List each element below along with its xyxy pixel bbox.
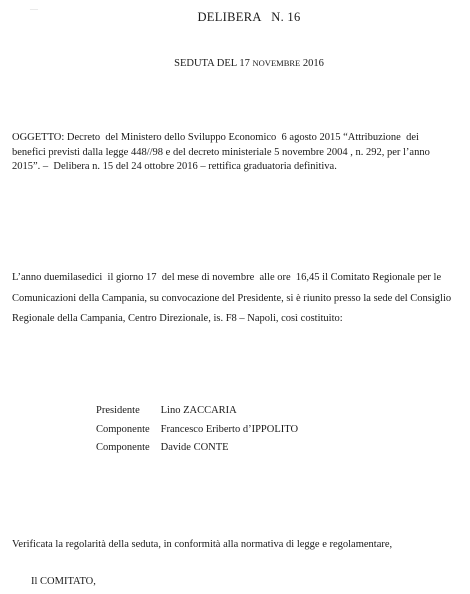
document-title: DELIBERA N. 16 [197,10,301,24]
member-name: Davide CONTE [160,442,229,453]
session-prefix: SEDUTA DEL 17 [174,58,253,69]
committee-heading: Il COMITATO, [31,576,96,587]
scan-mark: — [30,4,38,13]
member-role: Componente [96,442,150,453]
intro-line-2: Comunicazioni della Campania, su convocazione del Presidente, si è riunito presso la sede del Consiglio [12,292,452,304]
member-row [96,424,298,443]
member-role: Componente [96,423,150,435]
intro-line-3: Regionale della Campania, Centro Direzionale, is. F8 – Napoli, così costituito: [12,313,343,324]
member-row [96,405,298,424]
session-date [0,58,470,69]
subject-line-2: benefici previsti dalla legge 448//98 e del decreto ministeriale 5 novembre 2004 , n. 292, per l’anno [12,146,430,158]
member-row [96,442,298,461]
intro-line-1: L’anno duemilasedici il giorno 17 del mese di novembre alle ore 16,45 il Comitato Regionale per le [12,272,442,283]
committee-members [96,405,298,461]
session-year: 2016 [300,58,324,69]
verification-paragraph: Verificata la regolarità della seduta, in conformità alla normativa di legge e regolamentare, [12,539,393,550]
subject-line-1: OGGETTO: Decreto del Ministero dello Sviluppo Economico 6 agosto 2015 “Attribuzione dei [12,132,419,143]
member-name: Francesco Eriberto d’IPPOLITO [160,423,299,435]
subject-paragraph [12,131,464,175]
member-role: Presidente [96,405,140,416]
member-name: Lino ZACCARIA [160,405,237,416]
subject-line-3: 2015”. – Delibera n. 15 del 24 ottobre 2016 – rettifica graduatoria definitiva. [12,161,337,172]
intro-paragraph [12,268,464,330]
session-month: NOVEMBRE [252,58,301,68]
